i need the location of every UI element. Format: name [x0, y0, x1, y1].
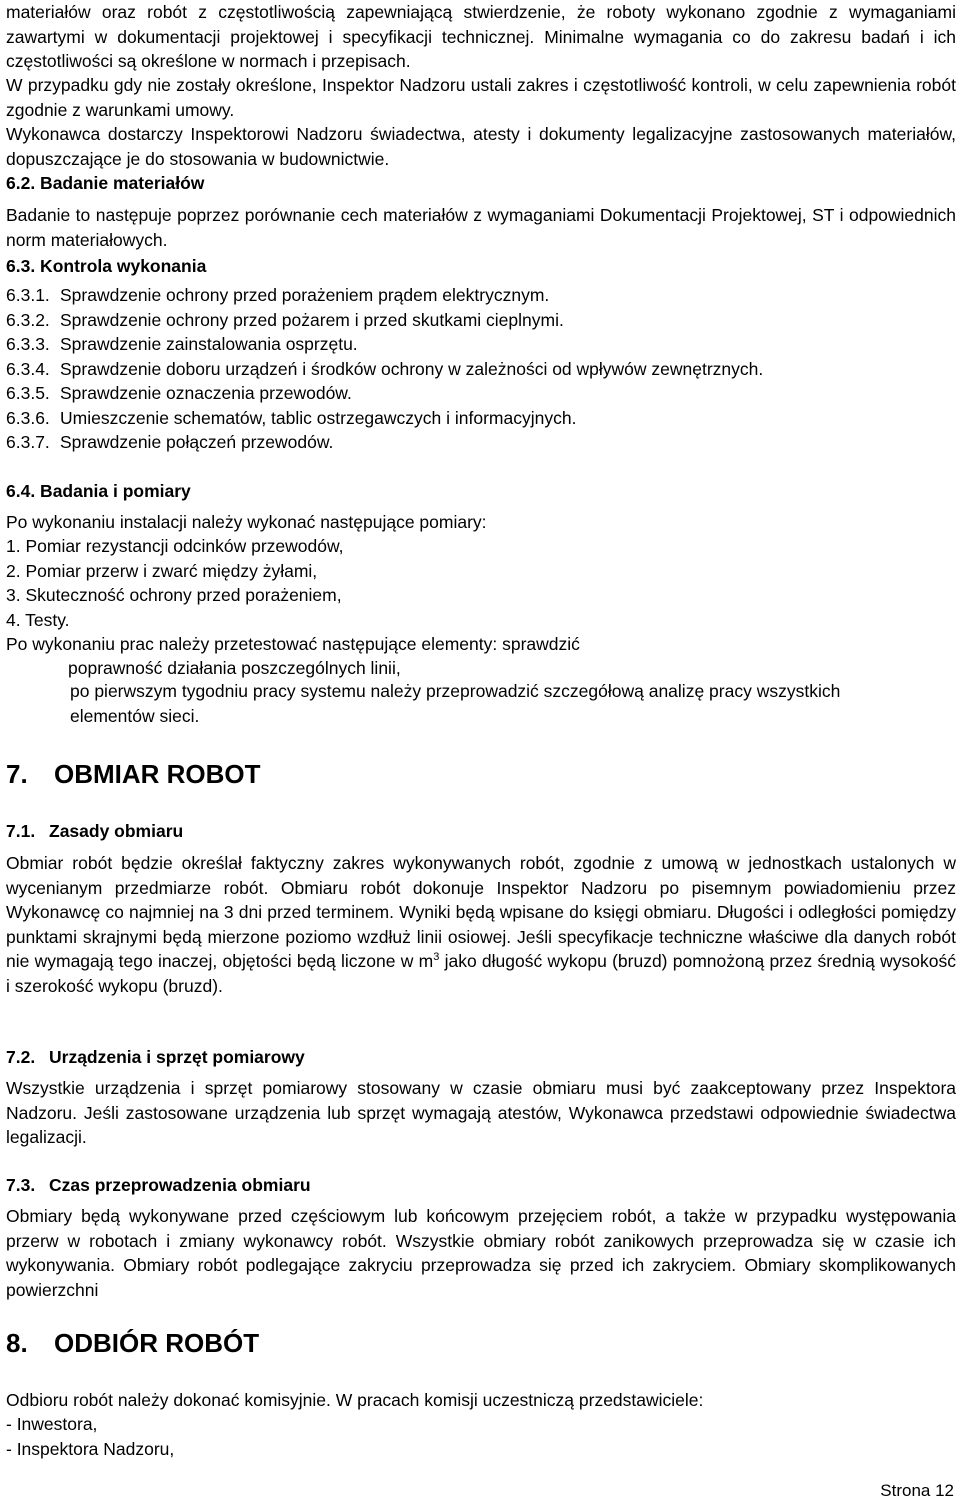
list-item: 6.3.1. Sprawdzenie ochrony przed porażeniem prądem elektrycznym. [6, 285, 550, 305]
intro-paragraph-3: Wykonawca dostarczy Inspektorowi Nadzoru świadectwa, atesty i dokumenty legalizacyjne zastosowanych materiałów, dopuszczające je do stosowania w budownictwie. [6, 124, 956, 169]
list-item: 2. Pomiar przerw i zwarć między żyłami, [6, 560, 318, 581]
section-8-heading: 8. ODBIÓR ROBÓT [6, 1328, 260, 1358]
check-item-1: poprawność działania poszczególnych linii, [68, 658, 401, 678]
measurements-list [6, 534, 344, 632]
section-7-1-heading: 7.1. Zasady obmiaru [6, 821, 184, 841]
list-item: - Inwestora, [6, 1414, 98, 1434]
intro-paragraph-2: W przypadku gdy nie zostały określone, Inspektor Nadzoru ustali zakres i częstotliwość kontroli, w celu zapewnienia robót zgodnie z warunkami umowy. [6, 75, 956, 120]
section-6-2-heading: 6.2. Badanie materiałów [6, 173, 205, 193]
commission-list [6, 1412, 174, 1461]
list-item: 6.3.6. Umieszczenie schematów, tablic ostrzegawczych i informacyjnych. [6, 407, 577, 428]
check-item-2: po pierwszym tygodniu pracy systemu należy przeprowadzić szczegółową analizę pracy wszystkich elementów sieci. [70, 681, 841, 726]
list-item: 6.3.3. Sprawdzenie zainstalowania osprzętu. [6, 334, 358, 354]
list-item: 6.3.7. Sprawdzenie połączeń przewodów. [6, 432, 334, 452]
page-number: Strona 12 [880, 1481, 954, 1500]
list-item: 3. Skuteczność ochrony przed porażeniem, [6, 585, 342, 605]
section-6-4-heading: 6.4. Badania i pomiary [6, 481, 191, 501]
section-7-2-heading: 7.2. Urządzenia i sprzęt pomiarowy [6, 1047, 305, 1067]
section-6-4-lead: Po wykonaniu instalacji należy wykonać następujące pomiary: [6, 512, 487, 532]
section-7-3-heading: 7.3. Czas przeprowadzenia obmiaru [6, 1175, 311, 1195]
list-item: 4. Testy. [6, 609, 70, 630]
section-6-3-list [6, 283, 826, 455]
list-item: 1. Pomiar rezystancji odcinków przewodów, [6, 536, 344, 556]
section-8-lead: Odbioru robót należy dokonać komisyjnie. W pracach komisji uczestniczą przedstawiciele: [6, 1390, 704, 1410]
section-7-2-text: Wszystkie urządzenia i sprzęt pomiarowy stosowany w czasie obmiaru musi być zaakceptowany przez Inspektora Nadzoru. Jeśli zastosowane urządzenia lub sprzęt wymagają atestów, Wykonawca przedstawi odpowiednie świadectwa legalizacji. [6, 1078, 956, 1147]
intro-paragraph-1: materiałów oraz robót z częstotliwością zapewniającą stwierdzenie, że roboty wykonano zgodnie z wymaganiami zawartymi w dokumentacji projektowej i specyfikacji technicznej. Minimalne wymagania co do zakresu badań i ich częstotliwości są określone w normach i przepisach. [6, 2, 956, 71]
section-7-heading: 7. OBMIAR ROBOT [6, 759, 261, 789]
section-6-3-heading: 6.3. Kontrola wykonania [6, 256, 207, 276]
list-item: 6.3.2. Sprawdzenie ochrony przed pożarem i przed skutkami cieplnymi. [6, 309, 564, 330]
section-6-4-after: Po wykonaniu prac należy przetestować następujące elementy: sprawdzić [6, 634, 580, 654]
section-7-3-text: Obmiary będą wykonywane przed częściowym lub końcowym przejęciem robót, a także w przypadku występowania przerw w robotach i zmiany wykonawcy robót. Wszystkie obmiary robót zanikowych przeprowadza się w czasie ich wykonywania. Obmiary robót podlegające zakryciu przeprowadza się przed ich zakryciem. Obmiary skomplikowanych powierzchni [6, 1206, 956, 1300]
section-6-2-text: Badanie to następuje poprzez porównanie cech materiałów z wymaganiami Dokumentacji Projektowej, ST i odpowiednich norm materiałowych. [6, 205, 956, 250]
list-item: 6.3.5. Sprawdzenie oznaczenia przewodów. [6, 383, 352, 403]
list-item: 6.3.4. Sprawdzenie doboru urządzeń i środków ochrony w zależności od wpływów zewnętrznych. [6, 358, 764, 379]
section-7-1-text: Obmiar robót będzie określał faktyczny zakres wykonywanych robót, zgodnie z umową w jednostkach ustalonych w wycenianym przedmiarze robót. Obmiaru robót dokonuje Inspektor Nadzoru po pisemnym powiadomieniu przez Wykonawcę co najmniej na 3 dni przed terminem. Wyniki będą wpisane do księgi obmiaru. Długości i odległości pomiędzy punktami skrajnymi będą mierzone poziomo wzdłuż linii osiowej. Jeśli specyfikacje techniczne właściwe dla danych robót nie wymagają tego inaczej, objętości będą liczone w $m^3$ jako długość wykopu (bruzd) pomnożoną przez średnią wysokość i szerokość wykopu (bruzd). [6, 853, 956, 996]
list-item: - Inspektora Nadzoru, [6, 1438, 175, 1459]
